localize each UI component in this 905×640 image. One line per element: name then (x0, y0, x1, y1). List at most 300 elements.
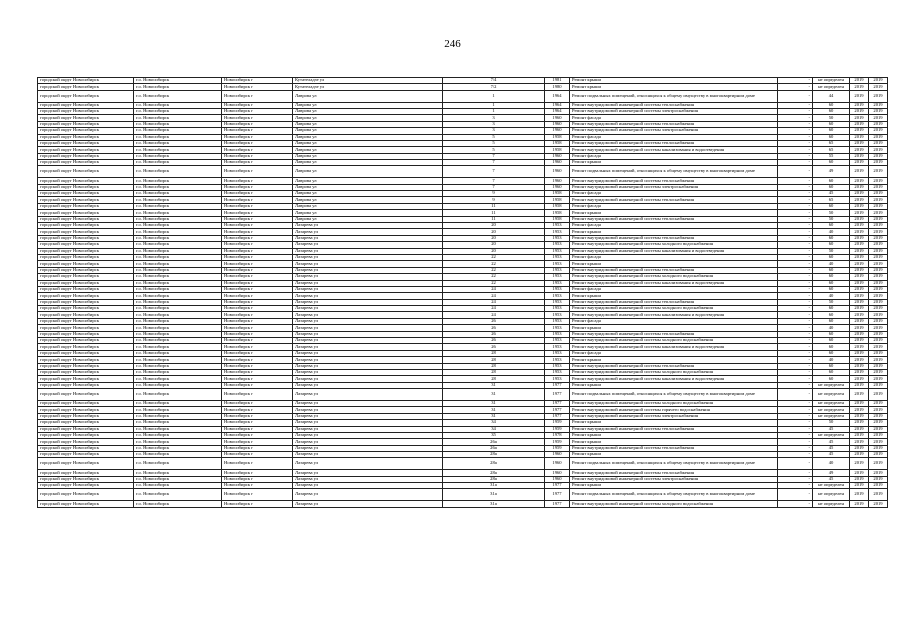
year-built-cell: 1958 (545, 203, 570, 209)
street-cell: Лазарева ул (293, 338, 443, 344)
district-cell: г.о. Новосибирск (134, 178, 222, 184)
value-cell: 60 (813, 338, 850, 344)
year-built-cell: 1981 (545, 78, 570, 84)
dash-cell: - (778, 501, 813, 507)
dash-cell: - (778, 344, 813, 350)
year-end-cell: 2019 (869, 254, 888, 260)
municipality-cell: городской округ Новосибирск (38, 102, 134, 108)
year-end-cell: 2019 (869, 267, 888, 273)
municipality-cell: городской округ Новосибирск (38, 147, 134, 153)
district-cell: г.о. Новосибирск (134, 370, 222, 376)
work-type-cell: Ремонт внутридомовой инженерной системы теплоснабжения (570, 102, 778, 108)
municipality-cell: городской округ Новосибирск (38, 293, 134, 299)
street-cell: Лаврова ул (293, 128, 443, 134)
work-type-cell: Ремонт крыши (570, 78, 778, 84)
house-cell: 28 (443, 357, 545, 363)
city-cell: Новосибирск г (222, 248, 293, 254)
street-cell: Лаврова ул (293, 210, 443, 216)
house-cell: 22 (443, 280, 545, 286)
house-cell: 7 (443, 178, 545, 184)
year-start-cell: 2019 (850, 338, 869, 344)
city-cell: Новосибирск г (222, 312, 293, 318)
work-type-cell: Ремонт подвальных помещений, относящихся к общему имуществу в многоквартирном доме (570, 458, 778, 470)
year-start-cell: 2019 (850, 363, 869, 369)
municipality-cell: городской округ Новосибирск (38, 280, 134, 286)
year-start-cell: 2019 (850, 420, 869, 426)
work-type-cell: Ремонт внутридомовой инженерной системы теплоснабжения (570, 363, 778, 369)
district-cell: г.о. Новосибирск (134, 382, 222, 388)
year-built-cell: 1953 (545, 274, 570, 280)
municipality-cell: городской округ Новосибирск (38, 115, 134, 121)
city-cell: Новосибирск г (222, 357, 293, 363)
house-cell: 28а (443, 470, 545, 476)
work-type-cell: Ремонт внутридомовой инженерной системы электроснабжения (570, 184, 778, 190)
city-cell: Новосибирск г (222, 261, 293, 267)
district-cell: г.о. Новосибирск (134, 325, 222, 331)
year-start-cell: 2019 (850, 242, 869, 248)
year-end-cell: 2019 (869, 242, 888, 248)
street-cell: Лазарева ул (293, 261, 443, 267)
district-cell: г.о. Новосибирск (134, 261, 222, 267)
year-built-cell: 1960 (545, 476, 570, 482)
year-start-cell: 2019 (850, 286, 869, 292)
street-cell: Лазарева ул (293, 280, 443, 286)
city-cell: Новосибирск г (222, 242, 293, 248)
year-built-cell: 1959 (545, 439, 570, 445)
house-cell: 26а (443, 439, 545, 445)
street-cell: Лаврова ул (293, 197, 443, 203)
year-start-cell: 2019 (850, 121, 869, 127)
street-cell: Лазарева ул (293, 483, 443, 489)
work-type-cell: Ремонт внутридомовой инженерной системы теплоснабжения (570, 140, 778, 146)
value-cell: не определен (813, 382, 850, 388)
work-type-cell: Ремонт внутридомовой инженерной системы электроснабжения (570, 476, 778, 482)
year-start-cell: 2019 (850, 197, 869, 203)
district-cell: г.о. Новосибирск (134, 389, 222, 401)
value-cell: 40 (813, 261, 850, 267)
city-cell: Новосибирск г (222, 344, 293, 350)
district-cell: г.о. Новосибирск (134, 184, 222, 190)
district-cell: г.о. Новосибирск (134, 191, 222, 197)
year-built-cell: 1977 (545, 489, 570, 501)
house-cell: 7/4 (443, 78, 545, 84)
house-cell: 28а (443, 452, 545, 458)
work-type-cell: Ремонт внутридомовой инженерной системы теплоснабжения (570, 197, 778, 203)
municipality-cell: городской округ Новосибирск (38, 286, 134, 292)
dash-cell: - (778, 400, 813, 406)
year-end-cell: 2019 (869, 400, 888, 406)
value-cell: 60 (813, 128, 850, 134)
city-cell: Новосибирск г (222, 407, 293, 413)
house-cell: 5 (443, 140, 545, 146)
value-cell: 40 (813, 325, 850, 331)
year-start-cell: 2019 (850, 153, 869, 159)
year-end-cell: 2019 (869, 108, 888, 114)
dash-cell: - (778, 306, 813, 312)
dash-cell: - (778, 357, 813, 363)
district-cell: г.о. Новосибирск (134, 216, 222, 222)
year-end-cell: 2019 (869, 229, 888, 235)
year-start-cell: 2019 (850, 229, 869, 235)
street-cell: Лазарева ул (293, 286, 443, 292)
dash-cell: - (778, 350, 813, 356)
dash-cell: - (778, 166, 813, 178)
district-cell: г.о. Новосибирск (134, 299, 222, 305)
year-start-cell: 2019 (850, 439, 869, 445)
street-cell: Лаврова ул (293, 153, 443, 159)
year-start-cell: 2019 (850, 325, 869, 331)
municipality-cell: городской округ Новосибирск (38, 178, 134, 184)
value-cell: 60 (813, 242, 850, 248)
city-cell: Новосибирск г (222, 483, 293, 489)
year-start-cell: 2019 (850, 235, 869, 241)
house-cell: 20 (443, 229, 545, 235)
value-cell: не определен (813, 413, 850, 419)
district-cell: г.о. Новосибирск (134, 439, 222, 445)
year-built-cell: 1977 (545, 400, 570, 406)
street-cell: Лазарева ул (293, 235, 443, 241)
house-cell: 7 (443, 160, 545, 166)
house-cell: 20 (443, 223, 545, 229)
year-built-cell: 1953 (545, 325, 570, 331)
work-type-cell: Ремонт фасада (570, 350, 778, 356)
municipality-cell: городской округ Новосибирск (38, 78, 134, 84)
municipality-cell: городской округ Новосибирск (38, 420, 134, 426)
house-cell: 11 (443, 216, 545, 222)
year-start-cell: 2019 (850, 280, 869, 286)
work-type-cell: Ремонт крыши (570, 210, 778, 216)
year-built-cell: 1977 (545, 407, 570, 413)
city-cell: Новосибирск г (222, 501, 293, 507)
street-cell: Кутателадзе ул (293, 84, 443, 90)
work-type-cell: Ремонт фасада (570, 191, 778, 197)
work-type-cell: Ремонт крыши (570, 261, 778, 267)
year-built-cell: 1958 (545, 191, 570, 197)
dash-cell: - (778, 134, 813, 140)
table-body (38, 78, 888, 508)
street-cell: Лаврова ул (293, 140, 443, 146)
year-end-cell: 2019 (869, 191, 888, 197)
municipality-cell: городской округ Новосибирск (38, 216, 134, 222)
city-cell: Новосибирск г (222, 160, 293, 166)
year-start-cell: 2019 (850, 331, 869, 337)
year-built-cell: 1953 (545, 267, 570, 273)
dash-cell: - (778, 445, 813, 451)
city-cell: Новосибирск г (222, 426, 293, 432)
year-start-cell: 2019 (850, 306, 869, 312)
street-cell: Лазарева ул (293, 458, 443, 470)
municipality-cell: городской округ Новосибирск (38, 407, 134, 413)
year-end-cell: 2019 (869, 432, 888, 438)
value-cell: 45 (813, 426, 850, 432)
dash-cell: - (778, 261, 813, 267)
year-end-cell: 2019 (869, 376, 888, 382)
dash-cell: - (778, 160, 813, 166)
district-cell: г.о. Новосибирск (134, 108, 222, 114)
dash-cell: - (778, 184, 813, 190)
year-built-cell: 1964 (545, 108, 570, 114)
dash-cell: - (778, 274, 813, 280)
house-cell: 22 (443, 254, 545, 260)
street-cell: Лазарева ул (293, 476, 443, 482)
city-cell: Новосибирск г (222, 203, 293, 209)
street-cell: Лазарева ул (293, 223, 443, 229)
dash-cell: - (778, 248, 813, 254)
city-cell: Новосибирск г (222, 325, 293, 331)
district-cell: г.о. Новосибирск (134, 344, 222, 350)
value-cell: 60 (813, 108, 850, 114)
value-cell: 65 (813, 140, 850, 146)
city-cell: Новосибирск г (222, 489, 293, 501)
dash-cell: - (778, 147, 813, 153)
municipality-cell: городской округ Новосибирск (38, 160, 134, 166)
year-end-cell: 2019 (869, 115, 888, 121)
street-cell: Лазарева ул (293, 501, 443, 507)
house-cell: 11 (443, 210, 545, 216)
city-cell: Новосибирск г (222, 445, 293, 451)
year-built-cell: 1959 (545, 426, 570, 432)
house-cell: 24 (443, 299, 545, 305)
value-cell: не определен (813, 400, 850, 406)
dash-cell: - (778, 389, 813, 401)
year-end-cell: 2019 (869, 452, 888, 458)
work-type-cell: Ремонт внутридомовой инженерной системы канализования и водоотведения (570, 376, 778, 382)
year-end-cell: 2019 (869, 357, 888, 363)
year-end-cell: 2019 (869, 78, 888, 84)
year-end-cell: 2019 (869, 489, 888, 501)
year-start-cell: 2019 (850, 134, 869, 140)
value-cell: 60 (813, 274, 850, 280)
district-cell: г.о. Новосибирск (134, 306, 222, 312)
dash-cell: - (778, 78, 813, 84)
year-start-cell: 2019 (850, 400, 869, 406)
year-built-cell: 1960 (545, 184, 570, 190)
year-end-cell: 2019 (869, 344, 888, 350)
street-cell: Лаврова ул (293, 184, 443, 190)
street-cell: Лазарева ул (293, 489, 443, 501)
district-cell: г.о. Новосибирск (134, 470, 222, 476)
work-type-cell: Ремонт крыши (570, 432, 778, 438)
district-cell: г.о. Новосибирск (134, 363, 222, 369)
municipality-cell: городской округ Новосибирск (38, 210, 134, 216)
dash-cell: - (778, 318, 813, 324)
city-cell: Новосибирск г (222, 331, 293, 337)
city-cell: Новосибирск г (222, 458, 293, 470)
district-cell: г.о. Новосибирск (134, 452, 222, 458)
street-cell: Лаврова ул (293, 115, 443, 121)
house-cell: 31 (443, 407, 545, 413)
city-cell: Новосибирск г (222, 274, 293, 280)
year-built-cell: 1953 (545, 338, 570, 344)
year-start-cell: 2019 (850, 389, 869, 401)
year-built-cell: 1953 (545, 312, 570, 318)
work-type-cell: Ремонт крыши (570, 229, 778, 235)
house-cell: 35 (443, 432, 545, 438)
city-cell: Новосибирск г (222, 90, 293, 102)
value-cell: не определен (813, 432, 850, 438)
street-cell: Лаврова ул (293, 108, 443, 114)
district-cell: г.о. Новосибирск (134, 489, 222, 501)
house-cell: 31 (443, 413, 545, 419)
year-end-cell: 2019 (869, 370, 888, 376)
year-end-cell: 2019 (869, 331, 888, 337)
house-cell: 7/2 (443, 84, 545, 90)
work-type-cell: Ремонт внутридомовой инженерной системы теплоснабжения (570, 235, 778, 241)
work-type-cell: Ремонт внутридомовой инженерной системы канализования и водоотведения (570, 344, 778, 350)
year-start-cell: 2019 (850, 407, 869, 413)
dash-cell: - (778, 115, 813, 121)
year-built-cell: 1953 (545, 306, 570, 312)
year-end-cell: 2019 (869, 90, 888, 102)
year-built-cell: 1958 (545, 140, 570, 146)
year-built-cell: 1953 (545, 331, 570, 337)
year-start-cell: 2019 (850, 476, 869, 482)
municipality-cell: городской округ Новосибирск (38, 452, 134, 458)
value-cell: 60 (813, 235, 850, 241)
dash-cell: - (778, 140, 813, 146)
district-cell: г.о. Новосибирск (134, 197, 222, 203)
house-cell: 24 (443, 286, 545, 292)
year-built-cell: 1960 (545, 153, 570, 159)
city-cell: Новосибирск г (222, 476, 293, 482)
dash-cell: - (778, 439, 813, 445)
year-end-cell: 2019 (869, 420, 888, 426)
year-start-cell: 2019 (850, 489, 869, 501)
house-cell: 20 (443, 248, 545, 254)
district-cell: г.о. Новосибирск (134, 476, 222, 482)
street-cell: Лаврова ул (293, 90, 443, 102)
municipality-cell: городской округ Новосибирск (38, 184, 134, 190)
dash-cell: - (778, 489, 813, 501)
house-cell: 20 (443, 242, 545, 248)
dash-cell: - (778, 216, 813, 222)
value-cell: 60 (813, 286, 850, 292)
municipality-cell: городской округ Новосибирск (38, 261, 134, 267)
city-cell: Новосибирск г (222, 470, 293, 476)
year-end-cell: 2019 (869, 178, 888, 184)
dash-cell: - (778, 280, 813, 286)
dash-cell: - (778, 128, 813, 134)
district-cell: г.о. Новосибирск (134, 78, 222, 84)
municipality-cell: городской округ Новосибирск (38, 426, 134, 432)
value-cell: 60 (813, 121, 850, 127)
municipality-cell: городской округ Новосибирск (38, 121, 134, 127)
municipality-cell: городской округ Новосибирск (38, 274, 134, 280)
year-start-cell: 2019 (850, 191, 869, 197)
year-start-cell: 2019 (850, 166, 869, 178)
house-cell: 31а (443, 483, 545, 489)
work-type-cell: Ремонт внутридомовой инженерной системы электроснабжения (570, 413, 778, 419)
street-cell: Лазарева ул (293, 382, 443, 388)
city-cell: Новосибирск г (222, 293, 293, 299)
street-cell: Лаврова ул (293, 203, 443, 209)
city-cell: Новосибирск г (222, 210, 293, 216)
year-start-cell: 2019 (850, 84, 869, 90)
table-row (38, 90, 888, 102)
district-cell: г.о. Новосибирск (134, 426, 222, 432)
dash-cell: - (778, 338, 813, 344)
dash-cell: - (778, 90, 813, 102)
year-built-cell: 1960 (545, 452, 570, 458)
year-end-cell: 2019 (869, 312, 888, 318)
year-built-cell: 1960 (545, 115, 570, 121)
work-type-cell: Ремонт подвальных помещений, относящихся к общему имуществу в многоквартирном доме (570, 166, 778, 178)
municipality-cell: городской округ Новосибирск (38, 470, 134, 476)
work-type-cell: Ремонт внутридомовой инженерной системы канализования и водоотведения (570, 312, 778, 318)
value-cell: 50 (813, 420, 850, 426)
district-cell: г.о. Новосибирск (134, 331, 222, 337)
year-built-cell: 1960 (545, 470, 570, 476)
year-end-cell: 2019 (869, 306, 888, 312)
dash-cell: - (778, 235, 813, 241)
year-end-cell: 2019 (869, 470, 888, 476)
dash-cell: - (778, 267, 813, 273)
house-cell: 26 (443, 331, 545, 337)
year-built-cell: 1958 (545, 216, 570, 222)
city-cell: Новосибирск г (222, 178, 293, 184)
year-start-cell: 2019 (850, 299, 869, 305)
work-type-cell: Ремонт внутридомовой инженерной системы холодного водоснабжения (570, 274, 778, 280)
city-cell: Новосибирск г (222, 306, 293, 312)
dash-cell: - (778, 432, 813, 438)
dash-cell: - (778, 376, 813, 382)
house-cell: 26 (443, 344, 545, 350)
municipality-cell: городской округ Новосибирск (38, 445, 134, 451)
work-type-cell: Ремонт подвальных помещений, относящихся к общему имуществу в многоквартирном доме (570, 389, 778, 401)
street-cell: Лазарева ул (293, 389, 443, 401)
year-end-cell: 2019 (869, 102, 888, 108)
year-end-cell: 2019 (869, 483, 888, 489)
dash-cell: - (778, 178, 813, 184)
table-row (38, 501, 888, 507)
work-type-cell: Ремонт крыши (570, 382, 778, 388)
year-end-cell: 2019 (869, 476, 888, 482)
year-start-cell: 2019 (850, 318, 869, 324)
year-end-cell: 2019 (869, 318, 888, 324)
street-cell: Лаврова ул (293, 191, 443, 197)
municipality-cell: городской округ Новосибирск (38, 501, 134, 507)
work-type-cell: Ремонт внутридомовой инженерной системы теплоснабжения (570, 426, 778, 432)
house-cell: 31а (443, 501, 545, 507)
dash-cell: - (778, 331, 813, 337)
value-cell: 60 (813, 306, 850, 312)
street-cell: Лазарева ул (293, 426, 443, 432)
district-cell: г.о. Новосибирск (134, 153, 222, 159)
work-type-cell: Ремонт крыши (570, 325, 778, 331)
street-cell: Лазарева ул (293, 318, 443, 324)
city-cell: Новосибирск г (222, 439, 293, 445)
value-cell: 49 (813, 166, 850, 178)
year-start-cell: 2019 (850, 223, 869, 229)
value-cell: 60 (813, 318, 850, 324)
year-start-cell: 2019 (850, 254, 869, 260)
district-cell: г.о. Новосибирск (134, 102, 222, 108)
house-cell: 9 (443, 191, 545, 197)
house-cell: 26 (443, 318, 545, 324)
street-cell: Лазарева ул (293, 229, 443, 235)
year-built-cell: 1977 (545, 501, 570, 507)
city-cell: Новосибирск г (222, 140, 293, 146)
district-cell: г.о. Новосибирск (134, 84, 222, 90)
street-cell: Лазарева ул (293, 306, 443, 312)
value-cell: 45 (813, 439, 850, 445)
municipality-cell: городской округ Новосибирск (38, 197, 134, 203)
city-cell: Новосибирск г (222, 350, 293, 356)
municipality-cell: городской округ Новосибирск (38, 318, 134, 324)
value-cell: 50 (813, 299, 850, 305)
dash-cell: - (778, 108, 813, 114)
city-cell: Новосибирск г (222, 147, 293, 153)
